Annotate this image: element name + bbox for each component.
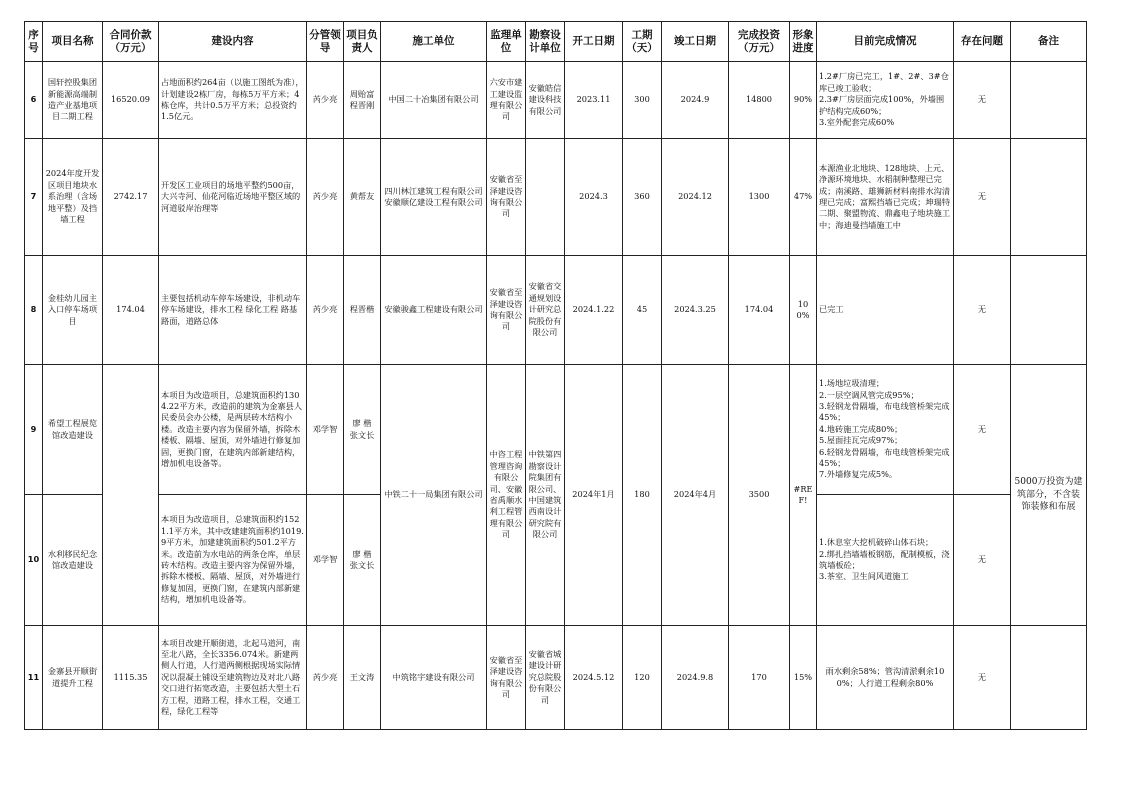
cell-progress: 100% bbox=[790, 256, 817, 365]
header-progress: 形象进度 bbox=[790, 22, 817, 62]
header-note: 备注 bbox=[1011, 22, 1087, 62]
header-supervisor: 监理单位 bbox=[487, 22, 526, 62]
cell-leader: 芮少亮 bbox=[307, 256, 344, 365]
cell-content: 主要包括机动车停车场建设，非机动车停车场建设，排水工程 绿化工程 路基路面，道路总体 bbox=[159, 256, 307, 365]
cell-builder: 中国二十冶集团有限公司 bbox=[381, 62, 487, 139]
cell-no: 7 bbox=[25, 139, 43, 256]
header-builder: 施工单位 bbox=[381, 22, 487, 62]
header-manager: 项目负责人 bbox=[344, 22, 381, 62]
cell-progress: 90% bbox=[790, 62, 817, 139]
cell-invest: 1300 bbox=[729, 139, 790, 256]
cell-leader: 邓学智 bbox=[307, 365, 344, 495]
table-row bbox=[25, 365, 1087, 495]
cell-designer: 安徽皓信建设科技有限公司 bbox=[526, 62, 565, 139]
cell-price: 1115.35 bbox=[103, 626, 159, 730]
cell-note: 5000万投资为建筑部分，不含装饰装修和布展 bbox=[1011, 365, 1087, 626]
header-days: 工期（天） bbox=[623, 22, 662, 62]
cell-status: 1.2#厂房已完工，1#、2#、3#仓库已竣工验收； 2.3#厂房层面完成100%，外墙围护结构完成60%； 3.室外配套完成60% bbox=[817, 62, 954, 139]
cell-content: 开发区工业项目的场地平整约500亩，大兴寺河、仙花河临近场地平整区域的河道驳岸治理等 bbox=[159, 139, 307, 256]
cell-leader: 芮少亮 bbox=[307, 62, 344, 139]
header-name: 项目名称 bbox=[43, 22, 103, 62]
cell-status: 雨水剩余58%；管沟清淤剩余100%；人行道工程剩余80% bbox=[817, 626, 954, 730]
header-start: 开工日期 bbox=[565, 22, 623, 62]
cell-price bbox=[103, 365, 159, 626]
cell-content: 本项目为改造项目，总建筑面积约1304.22平方米，改造前的建筑为金寨县人民委员会办公楼，是两层砖木结构小楼。改造主要内容为保留外墙，拆除木楼板、隔墙、屋顶，对外墙进行修复加固，更换门窗，在建筑内部新建结构，增加机电设备等。 bbox=[159, 365, 307, 495]
cell-invest: 170 bbox=[729, 626, 790, 730]
cell-progress: #REF! bbox=[790, 365, 817, 626]
cell-progress: 15% bbox=[790, 626, 817, 730]
cell-progress: 47% bbox=[790, 139, 817, 256]
cell-content: 占地面积约264亩（以施工图纸为准），计划建设2栋厂房，每栋5万平方米；4栋仓库，共计0.5万平方米；总投资约1.5亿元。 bbox=[159, 62, 307, 139]
cell-start: 2023.11 bbox=[565, 62, 623, 139]
header-row bbox=[25, 22, 1087, 62]
table-row bbox=[25, 139, 1087, 256]
cell-supervisor: 安徽省至泽建设咨询有限公司 bbox=[487, 139, 526, 256]
header-status: 目前完成情况 bbox=[817, 22, 954, 62]
cell-manager: 周贻富 程晋刚 bbox=[344, 62, 381, 139]
table-row bbox=[25, 256, 1087, 365]
project-table bbox=[24, 21, 1087, 730]
cell-finish: 2024.12 bbox=[662, 139, 729, 256]
header-leader: 分管领导 bbox=[307, 22, 344, 62]
cell-issue: 无 bbox=[954, 365, 1011, 495]
cell-days: 45 bbox=[623, 256, 662, 365]
cell-leader: 芮少亮 bbox=[307, 626, 344, 730]
cell-price: 174.04 bbox=[103, 256, 159, 365]
cell-name: 希望工程展览馆改造建设 bbox=[43, 365, 103, 495]
cell-manager: 廖 楷 张文长 bbox=[344, 365, 381, 495]
cell-no: 11 bbox=[25, 626, 43, 730]
cell-supervisor: 六安市建工建设监理有限公司 bbox=[487, 62, 526, 139]
table-row bbox=[25, 626, 1087, 730]
cell-builder: 中铁二十一局集团有限公司 bbox=[381, 365, 487, 626]
cell-supervisor: 安徽省至泽建设咨询有限公司 bbox=[487, 626, 526, 730]
cell-status: 已完工 bbox=[817, 256, 954, 365]
cell-price: 2742.17 bbox=[103, 139, 159, 256]
cell-note bbox=[1011, 256, 1087, 365]
cell-finish: 2024.9 bbox=[662, 62, 729, 139]
cell-builder: 中筑铭宇建设有限公司 bbox=[381, 626, 487, 730]
cell-designer bbox=[526, 139, 565, 256]
cell-issue: 无 bbox=[954, 139, 1011, 256]
cell-manager: 黄帮友 bbox=[344, 139, 381, 256]
cell-start: 2024.3 bbox=[565, 139, 623, 256]
cell-issue: 无 bbox=[954, 495, 1011, 626]
cell-no: 6 bbox=[25, 62, 43, 139]
cell-note bbox=[1011, 139, 1087, 256]
cell-no: 9 bbox=[25, 365, 43, 495]
cell-note bbox=[1011, 62, 1087, 139]
cell-name: 水利移民纪念馆改造建设 bbox=[43, 495, 103, 626]
cell-manager: 王文涛 bbox=[344, 626, 381, 730]
cell-supervisor: 安徽省至泽建设咨询有限公司 bbox=[487, 256, 526, 365]
cell-days: 360 bbox=[623, 139, 662, 256]
cell-status: 本源渔业北地块、128地块、上元、净源环境地块、水稻制种整理已完成；南溪路、雄狮新材料南排水沟清理已完成；富熙挡墙已完成；坤瑞特二期、聚盟物流、鼎鑫电子地块施工中；海迪曼挡墙施工中 bbox=[817, 139, 954, 256]
cell-days: 300 bbox=[623, 62, 662, 139]
cell-note bbox=[1011, 626, 1087, 730]
table-row bbox=[25, 62, 1087, 139]
cell-invest: 14800 bbox=[729, 62, 790, 139]
cell-name: 国轩控股集团新能源高端制造产业基地项目二期工程 bbox=[43, 62, 103, 139]
cell-content: 本项目改建开顺街道，北起马道河，南至北八路，全长3356.074米。新建两侧人行道，人行道两侧根据现场实际情况以混凝土铺设至建筑物边及对北八路交口进行拓宽改造，主要包括大型土石方工程，道路工程，排水工程，交通工程，绿化工程等 bbox=[159, 626, 307, 730]
cell-builder: 安徽骏鑫工程建设有限公司 bbox=[381, 256, 487, 365]
cell-issue: 无 bbox=[954, 256, 1011, 365]
cell-designer: 安徽省城建设计研究总院股份有限公司 bbox=[526, 626, 565, 730]
cell-name: 金桂幼儿园主入口停车场项目 bbox=[43, 256, 103, 365]
cell-start: 2024年1月 bbox=[565, 365, 623, 626]
cell-price: 16520.09 bbox=[103, 62, 159, 139]
cell-finish: 2024.3.25 bbox=[662, 256, 729, 365]
cell-start: 2024.1.22 bbox=[565, 256, 623, 365]
cell-invest: 3500 bbox=[729, 365, 790, 626]
cell-manager: 程晋楷 bbox=[344, 256, 381, 365]
cell-finish: 2024.9.8 bbox=[662, 626, 729, 730]
cell-start: 2024.5.12 bbox=[565, 626, 623, 730]
cell-supervisor: 中咨工程管理咨询有限公司、安徽省禹顺水利工程管理有限公司 bbox=[487, 365, 526, 626]
cell-finish: 2024年4月 bbox=[662, 365, 729, 626]
header-finish: 竣工日期 bbox=[662, 22, 729, 62]
header-invest: 完成投资（万元） bbox=[729, 22, 790, 62]
cell-no: 8 bbox=[25, 256, 43, 365]
cell-no: 10 bbox=[25, 495, 43, 626]
header-issue: 存在问题 bbox=[954, 22, 1011, 62]
header-content: 建设内容 bbox=[159, 22, 307, 62]
cell-name: 2024年度开发区项目地块水系治理（含场地平整）及挡墙工程 bbox=[43, 139, 103, 256]
header-designer: 勘察设计单位 bbox=[526, 22, 565, 62]
cell-invest: 174.04 bbox=[729, 256, 790, 365]
cell-designer: 中铁第四勘察设计院集团有限公司、中国建筑西南设计研究院有限公司 bbox=[526, 365, 565, 626]
cell-leader: 芮少亮 bbox=[307, 139, 344, 256]
cell-name: 金寨县开顺街道提升工程 bbox=[43, 626, 103, 730]
cell-issue: 无 bbox=[954, 626, 1011, 730]
cell-builder: 四川林江建筑工程有限公司 安徽顺亿建设工程有限公司 bbox=[381, 139, 487, 256]
cell-content: 本项目为改造项目，总建筑面积约1521.1平方米，其中改建建筑面积约1019.9平方米，加建建筑面积约501.2平方米。改造前为水电站的两条仓库，单层砖木结构。改造主要内容为保留外墙，拆除木楼板、隔墙、屋顶，对外墙进行修复加固，更换门窗，在建筑内部新建结构，增加机电设备等。 bbox=[159, 495, 307, 626]
cell-status: 1.场地垃圾清理； 2.一层空调风管完成95%； 3.轻钢龙骨隔墙，布电线管桥架完成45%； 4.地砖施工完成80%； 5.屋面挂瓦完成97%； 6.轻钢龙骨隔墙，布电线管桥架完成45%； 7.外墙修复完成5%。 bbox=[817, 365, 954, 495]
cell-issue: 无 bbox=[954, 62, 1011, 139]
cell-days: 120 bbox=[623, 626, 662, 730]
cell-leader: 邓学智 bbox=[307, 495, 344, 626]
cell-days: 180 bbox=[623, 365, 662, 626]
cell-status: 1.休息室大挖机破碎山体石块； 2.绑扎挡墙墙板钢筋，配制模板，浇筑墙板砼； 3.茶室、卫生间风道施工 bbox=[817, 495, 954, 626]
cell-manager: 廖 楷 张文长 bbox=[344, 495, 381, 626]
cell-designer: 安徽省交通规划设计研究总院股份有限公司 bbox=[526, 256, 565, 365]
header-no: 序号 bbox=[25, 22, 43, 62]
header-price: 合同价款（万元） bbox=[103, 22, 159, 62]
